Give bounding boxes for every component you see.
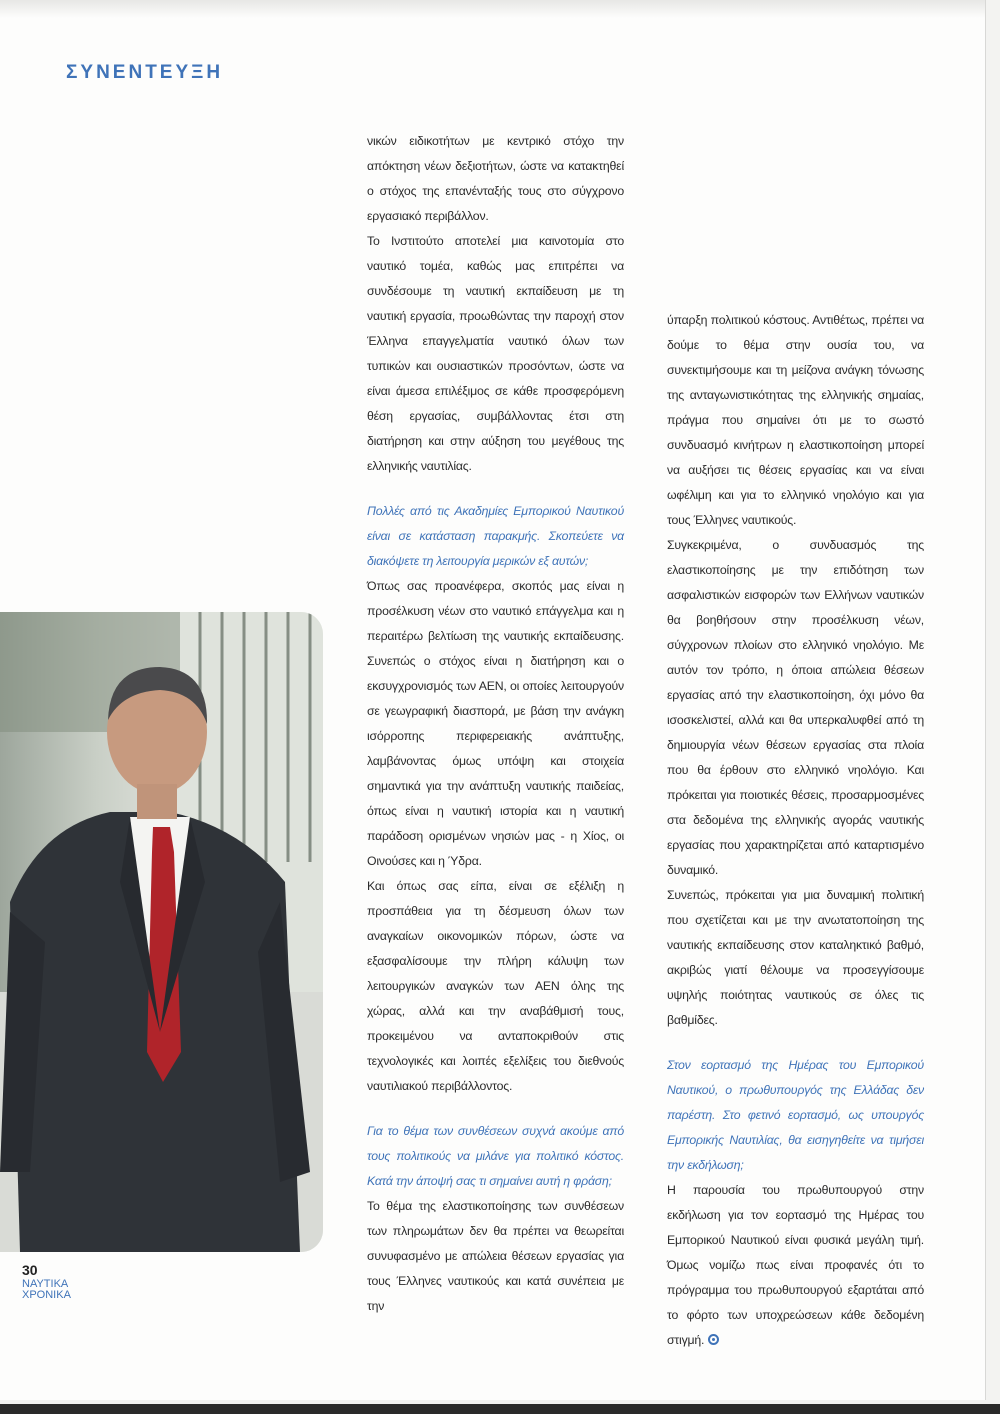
interview-question: Στον εορτασμό της Ημέρας του Εμπορικού Ναυτικού, ο πρωθυπουργός της Ελλάδας δεν παρέστη. Στο φετινό εορτασμό, ως υπουργός Εμπορικής Ναυτιλίας, θα εισηγηθείτε να τιμήσει την εκδήλωση; — [667, 1058, 924, 1172]
magazine-name-line1: ΝΑΥΤΙΚΑ — [22, 1278, 69, 1290]
magazine-name-line2: ΧΡΟΝΙΚΑ — [22, 1289, 71, 1301]
article-paragraph: Συγκεκριμένα, ο συνδυασμός της ελαστικοποίησης με την επιδότηση των ασφαλιστικών εισφορών των Ελλήνων ναυτικών θα βοηθήσουν στην προσέλκυση νέων, σύγχρονων πλοίων στο ελληνικό νηολόγιο. Με αυτόν τον τρόπο, η όποια απώλεια θέσεων εργασίας από την ελαστικοποίηση, όχι μόνο θα ισοσκελιστεί, αλλά και θα υπερκαλυφθεί από τη δημιουργία νέων θέσεων εργασίας στα πλοία που θα έρθουν στο ελληνικό νηολόγιο. Και πρόκειται για ποιοτικές θέσεις, προσαρμοσμένες στα δεδομένα της ελληνικής αγοράς ναυτικής εργασίας που χαρακτηρίζεται από καταρτισμένο δυναμικό. — [667, 538, 924, 877]
article-paragraph: Όπως σας προανέφερα, σκοπός μας είναι η προσέλκυση νέων στο ναυτικό επάγγελμα και η περαιτέρω βελτίωση της ναυτικής εκπαίδευσης. Συνεπώς ο στόχος είναι η διατήρηση και ο εκσυγχρονισμός των ΑΕΝ, οι οποίες λειτουργούν σε γεωγραφική διασπορά, με βάση την ανάγκη ισόρροπης περιφερειακής ανάπτυξης, λαμβάνοντας όμως υπόψη και στοιχεία σημαντικά για την ανάπτυξη ναυτικής παιδείας, όπως είναι η ναυτική ιστορία και η ναυτική παράδοση ορισμένων νησιών μας - η Χίος, οι Οινούσες και η Ύδρα. — [367, 579, 624, 868]
article-column-right — [667, 308, 924, 1353]
article-paragraph: Συνεπώς, πρόκειται για μια δυναμική πολιτική που σχετίζεται και με την ανωτατοποίηση της ναυτικής εκπαίδευσης στον καταληκτικό βαθμό, ακριβώς γιατί θέλουμε να προσεγγίσουμε υψηλής ποιότητας ναυτικούς σε όλες τις βαθμίδες. — [667, 888, 924, 1027]
article-paragraph: ύπαρξη πολιτικού κόστους. Αντιθέτως, πρέπει να δούμε το θέμα στην ουσία του, να συνεκτιμήσουμε και τη μείζονα ανάγκη τόνωσης της ανταγωνιστικότητας της ελληνικής σημαίας, πράγμα που σημαίνει ότι με το σωστό συνδυασμό κινήτρων η ελαστικοποίηση μπορεί να αυξήσει τις θέσεις εργασίας και να είναι ωφέλιμη και για το ελληνικό νηολόγιο και για τους Έλληνες ναυτικούς. — [667, 313, 924, 527]
article-paragraph: Η παρουσία του πρωθυπουργού στην εκδήλωση για τον εορτασμό της Ημέρας του Εμπορικού Ναυτικού είναι φυσικά μεγάλη τιμή. Όμως νομίζω πως είναι προφανές ότι το πρόγραμμα του πρωθυπουργού εξαρτάται από το φόρτο των υποχρεώσεων κάθε δεδομένη στιγμή. — [667, 1183, 924, 1347]
section-title: ΣΥΝΕΝΤΕΥΞΗ — [66, 62, 224, 83]
interview-question: Πολλές από τις Ακαδημίες Εμπορικού Ναυτικού είναι σε κατάσταση παρακμής. Σκοπεύετε να διακόψετε τη λειτουργία μερικών εξ αυτών; — [367, 504, 624, 568]
interview-question: Για το θέμα των συνθέσεων συχνά ακούμε από τους πολιτικούς να μιλάνε για πολιτικό κόστος. Κατά την άποψή σας τι σημαίνει αυτή η φράση; — [367, 1124, 624, 1188]
portrait-photo — [0, 612, 323, 1252]
page-folio — [22, 1262, 71, 1301]
article-column-middle — [367, 129, 624, 1319]
article-paragraph: Το θέμα της ελαστικοποίησης των συνθέσεων των πληρωμάτων δεν θα πρέπει να θεωρείται συνυφασμένο με απώλεια θέσεων εργασίας για τους Έλληνες ναυτικούς και κατά συνέπεια με την — [367, 1199, 624, 1313]
page-number: 30 — [22, 1262, 38, 1278]
article-paragraph: Το Ινστιτούτο αποτελεί μια καινοτομία στο ναυτικό τομέα, καθώς μας επιτρέπει να συνδέσουμε τη ναυτική εκπαίδευση με τη ναυτική εργασία, προωθώντας την παροχή στον Έλληνα επαγγελματία ναυτικό όλων των τυπικών και ουσιαστικών προσόντων, ώστε να είναι άμεσα επιλέξιμος σε κάθε προσφερόμενη θέση εργασίας, συμβάλλοντας έτσι στη διατήρηση και στην αύξηση του μεγέθους της ελληνικής ναυτιλίας. — [367, 234, 624, 473]
article-paragraph: Και όπως σας είπα, είναι σε εξέλιξη η προσπάθεια για τη δέσμευση όλων των αναγκαίων οικονομικών πόρων, ώστε να εξασφαλίσουμε την πλήρη κάλυψη των λειτουργικών αναγκών των ΑΕΝ όλης της χώρας, αλλά και την αναβάθμισή τους, προκειμένου να ανταποκριθούν στις τεχνολογικές και λοιπές εξελίξεις του διεθνούς ναυτιλιακού περιβάλλοντος. — [367, 879, 624, 1093]
scan-bottom-border — [0, 1404, 1000, 1414]
article-paragraph: νικών ειδικοτήτων με κεντρικό στόχο την απόκτηση νέων δεξιοτήτων, ώστε να κατακτηθεί ο στόχος της επανένταξής τους στο σύγχρονο εργασιακό περιβάλλον. — [367, 134, 624, 223]
end-of-article-icon — [708, 1334, 719, 1345]
scan-edge — [0, 0, 985, 18]
portrait-illustration — [0, 612, 323, 1252]
